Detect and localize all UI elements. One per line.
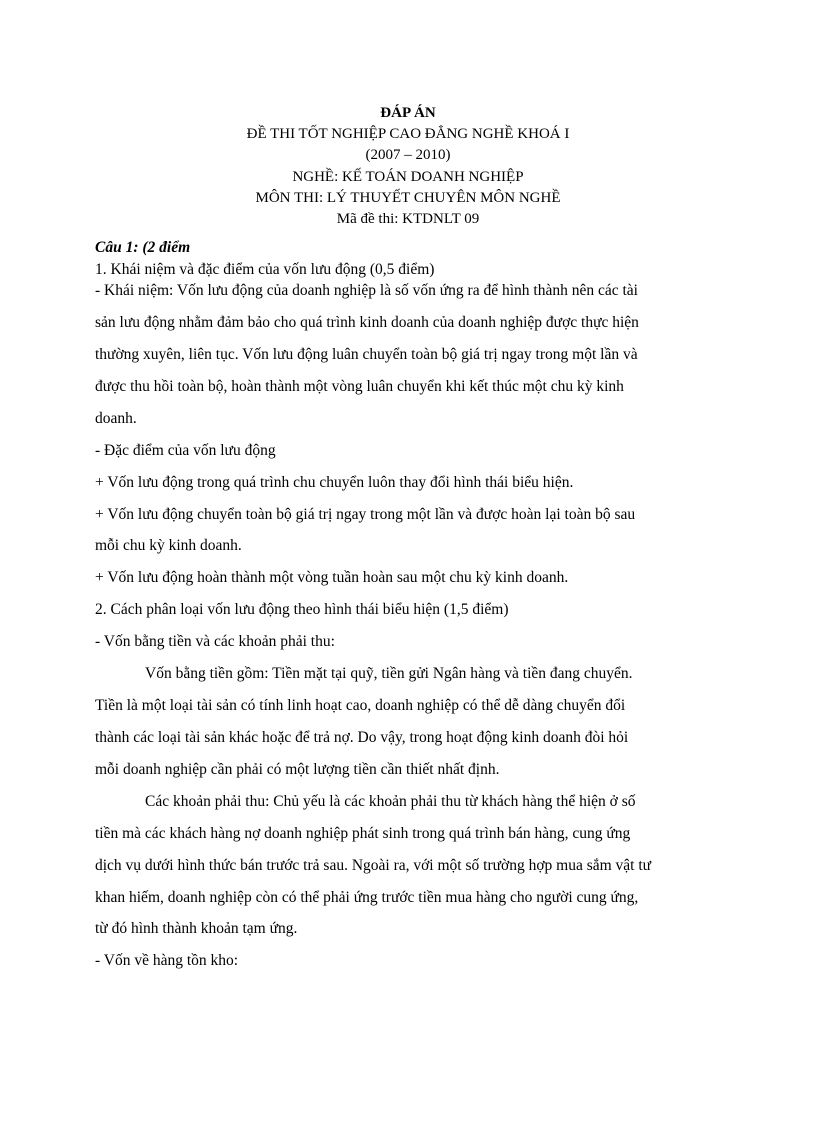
text-line: thường xuyên, liên tục. Vốn lưu động luân chuyển toàn bộ giá trị ngay trong một lần và: [95, 346, 638, 363]
answer-key-title: ĐÁP ÁN: [380, 105, 436, 121]
exam-title: ĐỀ THI TỐT NGHIỆP CAO ĐẲNG NGHỀ KHOÁ I: [246, 126, 570, 143]
text-line: mỗi chu kỳ kinh doanh.: [95, 537, 242, 554]
text-line: - Vốn về hàng tồn kho:: [95, 952, 239, 969]
text-line: tiền mà các khách hàng nợ doanh nghiệp phát sinh trong quá trình bán hàng, cung ứng: [95, 825, 631, 842]
text-line: doanh.: [95, 410, 137, 427]
text-line: khan hiếm, doanh nghiệp còn có thể phải ứng trước tiền mua hàng cho người cung ứng,: [95, 889, 639, 906]
text-line: mỗi doanh nghiệp cần phải có một lượng tiền cần thiết nhất định.: [95, 761, 500, 778]
text-line: được thu hồi toàn bộ, hoàn thành một vòng luân chuyển khi kết thúc một chu kỳ kinh: [95, 378, 624, 395]
text-line: + Vốn lưu động trong quá trình chu chuyển luôn thay đổi hình thái biểu hiện.: [95, 474, 574, 491]
exam-code: Mã đề thi: KTDNLT 09: [336, 211, 480, 228]
section-heading: 1. Khái niệm và đặc điểm của vốn lưu động (0,5 điểm): [95, 261, 435, 278]
exam-years: (2007 – 2010): [365, 147, 451, 164]
text-line: - Vốn bằng tiền và các khoản phải thu:: [95, 633, 335, 650]
section-heading: 2. Cách phân loại vốn lưu động theo hình thái biểu hiện (1,5 điểm): [95, 601, 509, 618]
text-line: - Đặc điểm của vốn lưu động: [95, 442, 276, 459]
text-line: Vốn bằng tiền gồm: Tiền mặt tại quỹ, tiền gửi Ngân hàng và tiền đang chuyển.: [145, 665, 633, 682]
trade-name: NGHỀ: KẾ TOÁN DOANH NGHIỆP: [292, 168, 524, 185]
text-line: + Vốn lưu động chuyển toàn bộ giá trị ngay trong một lần và được hoàn lại toàn bộ sau: [95, 506, 636, 523]
text-line: sản lưu động nhằm đảm bảo cho quá trình kinh doanh của doanh nghiệp được thực hiện: [95, 314, 639, 331]
text-line: Tiền là một loại tài sản có tính linh hoạt cao, doanh nghiệp có thể dễ dàng chuyển đổi: [95, 697, 626, 714]
document-header: [0, 103, 816, 230]
subject-name: MÔN THI: LÝ THUYẾT CHUYÊN MÔN NGHỀ: [255, 189, 561, 206]
text-line: + Vốn lưu động hoàn thành một vòng tuần hoàn sau một chu kỳ kinh doanh.: [95, 569, 569, 586]
text-line: - Khái niệm: Vốn lưu động của doanh nghiệp là số vốn ứng ra để hình thành nên các tài: [95, 282, 638, 299]
text-line: thành các loại tài sản khác hoặc để trả nợ. Do vậy, trong hoạt động kinh doanh đòi hỏi: [95, 729, 629, 746]
text-line: từ đó hình thành khoản tạm ứng.: [95, 920, 298, 937]
text-line: dịch vụ dưới hình thức bán trước trả sau. Ngoài ra, với một số trường hợp mua sắm vật tư: [95, 857, 652, 874]
question-heading: Câu 1: (2 điểm: [95, 239, 191, 256]
text-line: Các khoản phải thu: Chủ yếu là các khoản phải thu từ khách hàng thể hiện ở số: [145, 793, 636, 810]
